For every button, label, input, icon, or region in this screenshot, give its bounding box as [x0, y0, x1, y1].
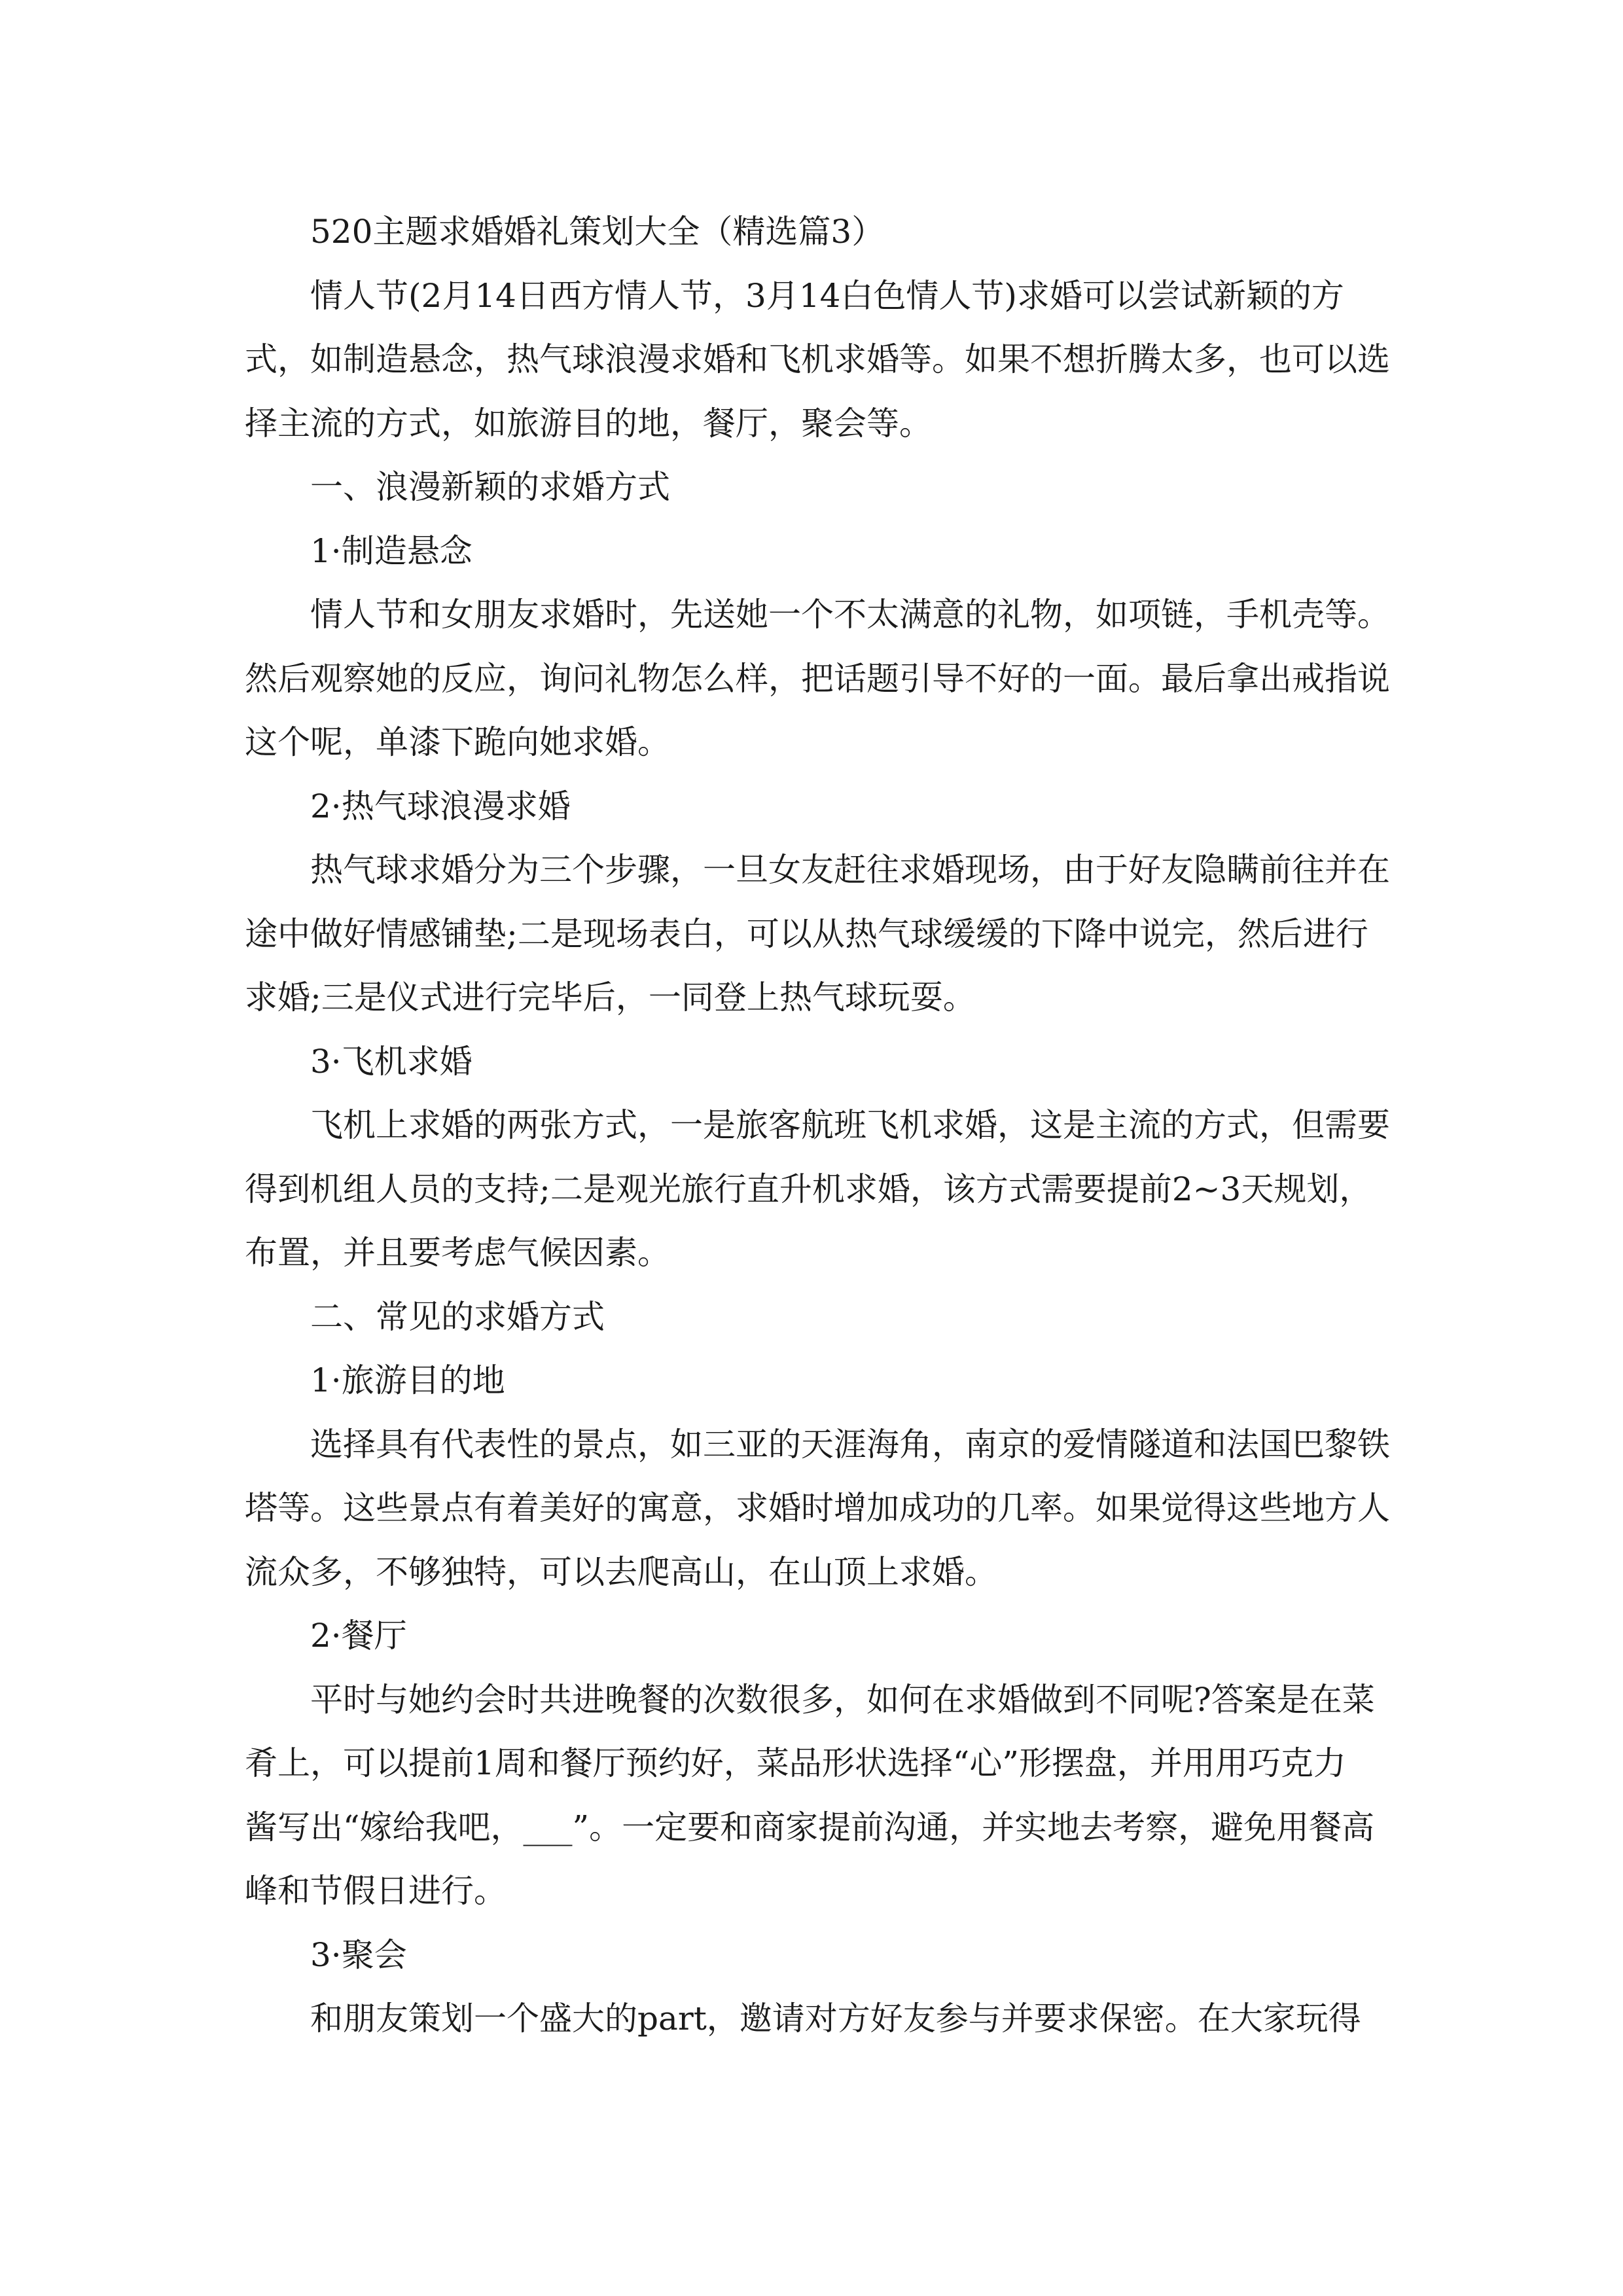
para-1-3-line-2: 得到机组人员的支持;二是观光旅行直升机求婚，该方式需要提前2~3天规划，	[245, 1170, 1372, 1208]
section-heading-2: 二、常见的求婚方式	[310, 1297, 605, 1336]
subheading-1-1: 1·制造悬念	[310, 531, 473, 570]
document-title: 520主题求婚婚礼策划大全（精选篇3）	[310, 213, 885, 251]
section-heading-1: 一、浪漫新颖的求婚方式	[310, 468, 670, 506]
intro-line-1: 情人节(2月14日西方情人节，3月14白色情人节)求婚可以尝试新颖的方	[310, 276, 1344, 315]
para-2-2-line-2: 肴上，可以提前1周和餐厅预约好，菜品形状选择“心”形摆盘，并用用巧克力	[245, 1744, 1346, 1782]
para-2-2-line-4: 峰和节假日进行。	[245, 1872, 507, 1910]
para-2-1-line-2: 塔等。这些景点有着美好的寓意，求婚时增加成功的几率。如果觉得这些地方人	[245, 1489, 1390, 1527]
para-2-1-line-3: 流众多，不够独特，可以去爬高山，在山顶上求婚。	[245, 1552, 997, 1591]
para-1-1-line-1: 情人节和女朋友求婚时，先送她一个不太满意的礼物，如项链，手机壳等。	[310, 596, 1390, 634]
para-1-3-line-1: 飞机上求婚的两张方式，一是旅客航班飞机求婚，这是主流的方式，但需要	[310, 1106, 1390, 1144]
subheading-2-1: 1·旅游目的地	[310, 1361, 505, 1399]
para-1-1-line-2: 然后观察她的反应，询问礼物怎么样，把话题引导不好的一面。最后拿出戒指说	[245, 659, 1390, 698]
para-1-3-line-3: 布置，并且要考虑气候因素。	[245, 1234, 670, 1272]
para-1-2-line-1: 热气球求婚分为三个步骤，一旦女友赶往求婚现场，由于好友隐瞒前往并在	[310, 851, 1390, 889]
intro-line-2: 式，如制造悬念，热气球浪漫求婚和飞机求婚等。如果不想折腾太多，也可以选	[245, 340, 1390, 378]
para-2-2-line-1: 平时与她约会时共进晚餐的次数很多，如何在求婚做到不同呢?答案是在菜	[310, 1680, 1375, 1719]
para-1-1-line-3: 这个呢，单漆下跪向她求婚。	[245, 723, 670, 761]
subheading-2-3: 3·聚会	[310, 1935, 407, 1974]
document-body	[245, 200, 1390, 2051]
para-1-2-line-3: 求婚;三是仪式进行完毕后，一同登上热气球玩耍。	[245, 978, 976, 1016]
intro-line-3: 择主流的方式，如旅游目的地，餐厅，聚会等。	[245, 404, 932, 442]
para-1-2-line-2: 途中做好情感铺垫;二是现场表白，可以从热气球缓缓的下降中说完，然后进行	[245, 914, 1368, 953]
subheading-1-2: 2·热气球浪漫求婚	[310, 787, 571, 825]
subheading-2-2: 2·餐厅	[310, 1617, 407, 1655]
para-2-1-line-1: 选择具有代表性的景点，如三亚的天涯海角，南京的爱情隧道和法国巴黎铁	[310, 1425, 1390, 1463]
para-2-2-line-3: 酱写出“嫁给我吧，___”。一定要和商家提前沟通，并实地去考察，避免用餐高	[245, 1808, 1375, 1846]
para-2-3-line-1: 和朋友策划一个盛大的part，邀请对方好友参与并要求保密。在大家玩得	[310, 2000, 1361, 2037]
subheading-1-3: 3·飞机求婚	[310, 1042, 473, 1081]
